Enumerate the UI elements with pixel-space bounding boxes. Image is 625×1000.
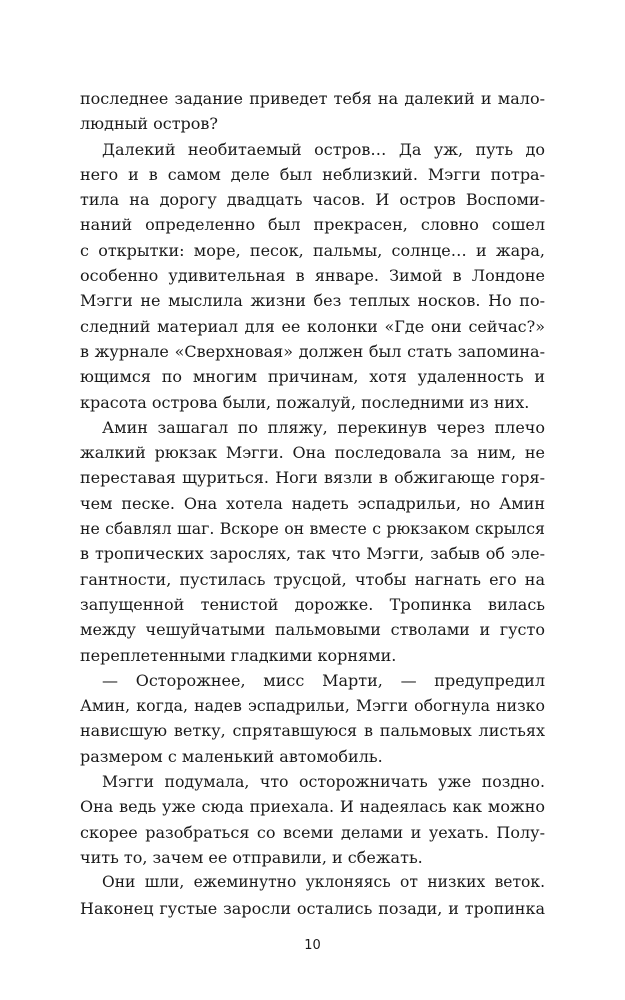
text-line: запущенной тенистой дорожке. Тропинка вилась xyxy=(80,594,545,614)
text-line: следний материал для ее колонки «Где они сейчас?» xyxy=(80,316,545,336)
text-line: Наконец густые заросли остались позади, и тропинка xyxy=(80,898,545,918)
text-line: тила на дорогу двадцать часов. И остров Воспоми- xyxy=(80,190,545,210)
text-line: него и в самом деле был неблизкий. Мэгги потра- xyxy=(80,164,545,184)
text-line: в журнале «Сверхновая» должен был стать запомина- xyxy=(80,341,545,361)
text-line: — Осторожнее, мисс Марти, — предупредил xyxy=(102,670,545,690)
text-line: Далекий необитаемый остров… Да уж, путь до xyxy=(102,139,545,159)
text-line: наний определенно был прекрасен, словно сошел xyxy=(80,215,545,235)
text-line: людный остров? xyxy=(80,114,218,134)
text-line: с открытки: море, песок, пальмы, солнце… и жара, xyxy=(80,240,545,260)
text-line: скорее разобраться со всеми делами и уехать. Полу- xyxy=(80,822,545,842)
text-line: Амин зашагал по пляжу, перекинув через плечо xyxy=(102,417,545,437)
text-line: жалкий рюкзак Мэгги. Она последовала за ним, не xyxy=(80,443,545,463)
text-line: особенно удивительная в январе. Зимой в Лондоне xyxy=(80,266,545,286)
text-line: нависшую ветку, спрятавшуюся в пальмовых листьях xyxy=(80,721,545,741)
text-line: переставая щуриться. Ноги вязли в обжигающе горя- xyxy=(80,468,545,488)
text-line: чить то, зачем ее отправили, и сбежать. xyxy=(80,847,423,867)
text-line: гантности, пустилась трусцой, чтобы нагнать его на xyxy=(80,569,545,589)
text-line: между чешуйчатыми пальмовыми стволами и густо xyxy=(80,620,545,640)
text-line: переплетенными гладкими корнями. xyxy=(80,645,397,665)
text-line: последнее задание приведет тебя на далекий и мало- xyxy=(80,89,545,108)
text-line: не сбавлял шаг. Вскоре он вместе с рюкзаком скрылся xyxy=(80,519,545,539)
text-line: Мэгги подумала, что осторожничать уже поздно. xyxy=(102,772,545,792)
text-line: Она ведь уже сюда приехала. И надеялась как можно xyxy=(80,797,545,817)
body-text xyxy=(80,86,545,921)
text-line: в тропических зарослях, так что Мэгги, забыв об эле- xyxy=(80,544,545,564)
text-line: Амин, когда, надев эспадрильи, Мэгги обогнула низко xyxy=(80,696,545,716)
text-line: ющимся по многим причинам, хотя удаленность и xyxy=(80,367,545,387)
text-line: красота острова были, пожалуй, последними из них. xyxy=(80,392,530,412)
text-line: чем песке. Она хотела надеть эспадрильи, но Амин xyxy=(80,493,545,513)
text-line: Они шли, ежеминутно уклоняясь от низких веток. xyxy=(102,873,545,892)
page-number: 10 xyxy=(304,938,321,953)
text-line: размером с маленький автомобиль. xyxy=(80,746,383,766)
text-line: Мэгги не мыслила жизни без теплых носков. Но по- xyxy=(80,291,545,311)
